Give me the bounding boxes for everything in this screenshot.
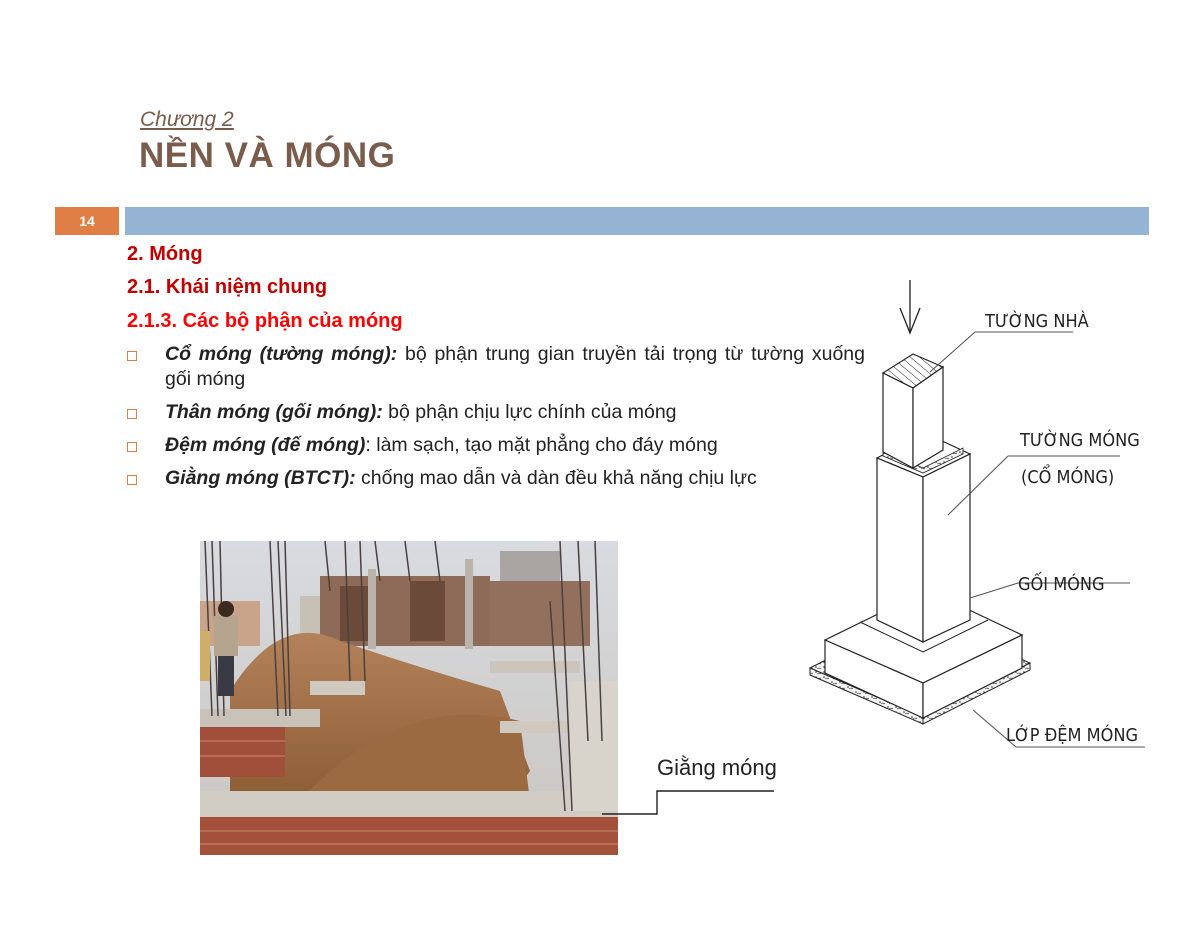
bullet-list [127,342,867,499]
subsection-heading: 2.1. Khái niệm chung [127,276,328,298]
slide-title: NỀN VÀ MÓNG [139,136,396,175]
bullet-term: Đệm móng (đế móng) [165,434,366,456]
list-item [127,433,867,458]
construction-photo [200,541,618,855]
page-number-badge [55,207,119,235]
bullet-text: bộ phận chịu lực chính của móng [382,401,677,423]
chapter-label: Chương 2 [140,108,234,131]
bullet-text: : làm sạch, tạo mặt phẳng cho đáy móng [365,434,718,456]
bullet-text: bộ phận trung gian truyền tải trọng từ tường xuống gối móng [165,343,865,390]
square-bullet-icon [127,475,137,485]
bullet-term: Thân móng (gối móng): [165,401,383,423]
header-bar [125,207,1149,235]
list-item [127,466,867,491]
callout-label-giang-mong: Giằng móng [657,755,777,780]
section-heading: 2. Móng [127,243,203,265]
label-lop-dem-mong: LỚP ĐỆM MÓNG [1006,725,1138,746]
bullet-term: Cổ móng (tường móng): [165,343,398,365]
square-bullet-icon [127,409,137,419]
list-item [127,400,867,425]
bullet-text: chống mao dẫn và dàn đều khả năng chịu lực [355,467,757,489]
list-item [127,342,865,392]
subsubsection-heading: 2.1.3. Các bộ phận của móng [127,310,403,332]
page-number: 14 [79,213,95,229]
square-bullet-icon [127,442,137,452]
bullet-term: Giằng móng (BTCT): [165,467,356,489]
load-arrow-icon [900,280,920,333]
foundation-diagram [790,280,1170,760]
label-tuong-mong: TƯỜNG MÓNG [1020,430,1140,451]
label-co-mong: (CỔ MÓNG) [1021,467,1115,488]
callout-leader-line [590,785,780,825]
construction-photo-image [200,541,618,855]
label-goi-mong: GỐI MÓNG [1018,574,1105,595]
label-tuong-nha: TƯỜNG NHÀ [985,311,1089,332]
square-bullet-icon [127,351,137,361]
